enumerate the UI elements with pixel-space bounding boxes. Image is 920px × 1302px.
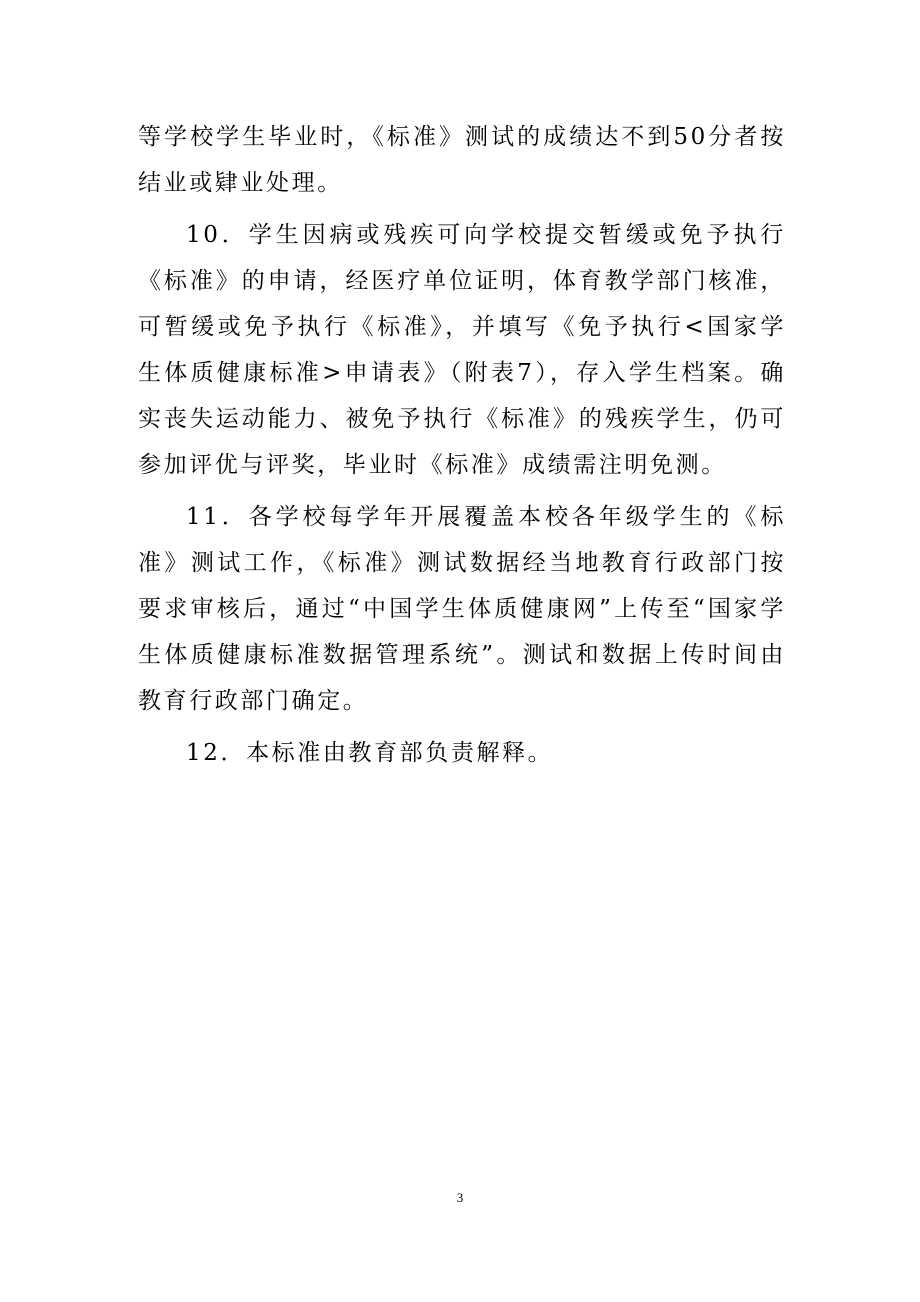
page-number: 3 bbox=[456, 1190, 464, 1205]
paragraph-continued: 等学校学生毕业时，《标准》测试的成绩达不到50分者按结业或肄业处理。 bbox=[138, 124, 786, 196]
paragraph-item-10: 10．学生因病或残疾可向学校提交暂缓或免予执行《标准》的申请，经医疗单位证明，体育教学部门核准，可暂缓或免予执行《标准》，并填写《免予执行<国家学生体质健康标准>申请表》（附表7），存入学生档案。确实丧失运动能力、被免予执行《标准》的残疾学生，仍可参加评优与评奖，毕业时《标准》成绩需注明免测。 bbox=[138, 222, 786, 478]
body-text bbox=[138, 114, 786, 776]
paragraph-item-12: 12．本标准由教育部负责解释。 bbox=[186, 740, 554, 766]
paragraph-item-11: 11．各学校每学年开展覆盖本校各年级学生的《标准》测试工作，《标准》测试数据经当地教育行政部门按要求审核后，通过“中国学生体质健康网”上传至“国家学生体质健康标准数据管理系统”。测试和数据上传时间由教育行政部门确定。 bbox=[138, 504, 786, 714]
